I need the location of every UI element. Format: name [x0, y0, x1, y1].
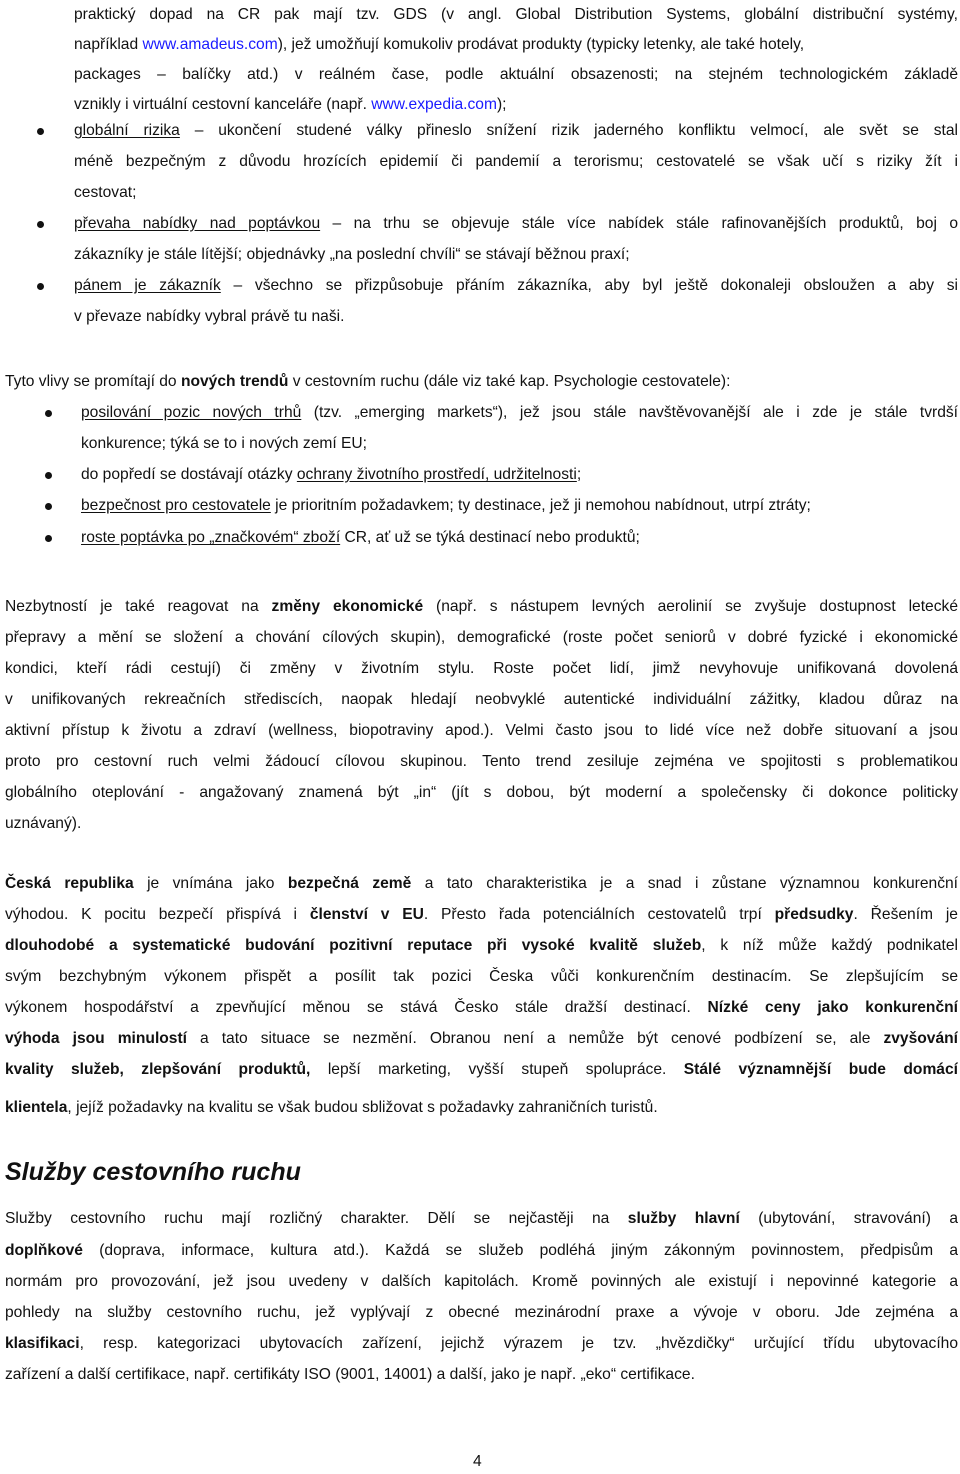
text-line	[0, 809, 960, 839]
emphasis: kvality služeb, zlepšování produktů,	[5, 1061, 311, 1078]
text: Tyto vlivy se promítají do	[5, 373, 181, 390]
emphasis: předsudky	[774, 906, 854, 923]
text-line	[0, 778, 960, 808]
text-row	[74, 30, 958, 60]
emphasis: členství v EU	[309, 906, 424, 923]
text-line	[0, 60, 960, 90]
list-item	[0, 491, 960, 521]
text-line	[0, 0, 960, 30]
text-line	[0, 1055, 960, 1085]
text: (např. s nástupem levných aerolinií se zvyšuje dostupnost letecké	[423, 598, 958, 615]
text-line	[0, 1024, 960, 1054]
term: bezpečnost pro cestovatele	[81, 497, 271, 514]
text-line	[0, 993, 960, 1023]
emphasis: Česká republika	[5, 875, 134, 892]
text-line	[0, 869, 960, 899]
text-line	[0, 1204, 960, 1234]
text-line	[0, 1298, 960, 1328]
term: pánem je zákazník	[74, 277, 221, 294]
text: výkonem hospodářství a zpevňující měnou se stává Česko stále dražší destinací.	[5, 999, 708, 1016]
text: ;	[576, 466, 582, 483]
text: – všechno se přizpůsobuje přáním zákazníka, aby byl ještě dokonaleji obsloužen a aby si	[220, 277, 958, 294]
text-line	[0, 1267, 960, 1297]
text: uznávaný).	[5, 815, 82, 832]
emphasis: klasifikaci	[5, 1335, 80, 1352]
emphasis: zvyšování	[883, 1030, 958, 1047]
list-item	[0, 271, 960, 301]
text: (ubytování, stravování) a	[739, 1210, 958, 1227]
text: ), jež umožňují komukoliv prodávat produkty (typicky letenky, ale také hotely,	[277, 36, 805, 53]
text-line	[0, 1093, 960, 1123]
term: globální rizika	[74, 122, 180, 139]
text: globálního oteplování - angažovaný znamená být „in“ (jít s dobou, být moderní a společensky či dokonce politicky	[5, 784, 958, 801]
text-line	[0, 654, 960, 684]
list-item	[0, 523, 960, 553]
text	[5, 993, 958, 1023]
text-line	[0, 747, 960, 777]
text: packages – balíčky atd.) v reálném čase, podle aktuální obsazenosti; na stejném technologickém základě	[74, 66, 958, 83]
emphasis: Nízké ceny jako konkurenční	[707, 999, 958, 1016]
text: a tato situace se nezmění. Obranou není a nemůže být cenové podbízení se, ale	[187, 1030, 884, 1047]
text-line	[0, 592, 960, 622]
text	[5, 592, 958, 622]
text: do popředí se dostávají otázky	[81, 466, 297, 483]
text	[81, 460, 581, 490]
text: zařízení a další certifikace, např. certifikáty ISO (9001, 14001) a další, jako je např. „eko“ certifikace.	[5, 1366, 695, 1383]
text	[5, 1055, 958, 1085]
term: roste poptávka po „značkovém“ zboží	[81, 529, 341, 546]
term: převaha nabídky nad poptávkou	[74, 215, 321, 232]
text: (tzv. „emerging markets“), jež jsou stále navštěvovanější ale i zde je stále tvrdší	[301, 404, 958, 421]
text: , k níž může každý podnikatel	[701, 937, 958, 954]
text: );	[496, 96, 507, 113]
text: proto pro cestovní ruch velmi žádoucí cílovou skupinou. Tento trend zesiluje zejména ve spojitosti s problematikou	[5, 753, 958, 770]
text: kondici, kteří rádi cestují) či změny v životním stylu. Roste počet lidí, jimž nevyhovuje unifikovaná dovolená	[5, 660, 958, 677]
list-item	[0, 398, 960, 428]
text: konkurence; týká se to i nových zemí EU;	[81, 435, 368, 452]
text-line	[0, 931, 960, 961]
text: méně bezpečným z důvodu hrozících epidemií či pandemií a terorismu; cestovatelé se však učí s riziky žít i	[74, 153, 958, 170]
text-line	[0, 1236, 960, 1266]
text-line	[0, 962, 960, 992]
text-line	[0, 900, 960, 930]
emphasis: změny ekonomické	[271, 598, 424, 615]
text	[5, 367, 730, 397]
text-line	[0, 302, 960, 332]
text: vznikly i virtuální cestovní kanceláře (např.	[74, 96, 372, 113]
emphasis: bezpečná země	[287, 875, 412, 892]
text: v cestovním ruchu (dále viz také kap. Psychologie cestovatele):	[288, 373, 731, 390]
list-item	[0, 460, 960, 490]
text: lepší marketing, vyšší stupeň spolupráce.	[310, 1061, 684, 1078]
text	[74, 116, 958, 146]
text: přepravy a mění se složení a chování cílových skupin), demografické (roste počet seniorů v dobré fyzické i ekonomické	[5, 629, 958, 646]
text	[74, 30, 804, 60]
text: svým bezchybným výkonem přispět a posílit tak pozici Česka vůči konkurenčním destinacím. Se zlepšujícím se	[5, 968, 958, 985]
text: Nezbytností je také reagovat na	[5, 598, 272, 615]
emphasis: výhoda jsou minulostí	[5, 1030, 187, 1047]
emphasis: nových trendů	[180, 373, 289, 390]
page-number: 4	[473, 1453, 482, 1470]
text	[5, 900, 958, 930]
text-line	[0, 685, 960, 715]
text: Služby cestovního ruchu mají rozličný charakter. Dělí se nejčastěji na	[5, 1210, 628, 1227]
text	[74, 271, 958, 301]
text: CR, ať už se týká destinací nebo produktů;	[340, 529, 640, 546]
text: pohledy na služby cestovního ruchu, jež vyplývají z obecné mezinárodní praxe a vývoje v oboru. Jde zejména a	[5, 1304, 958, 1321]
text	[5, 869, 958, 899]
text: zákazníky je stále lítější; objednávky „na poslední chvíli“ se stávají běžnou praxí;	[74, 246, 630, 263]
text-line	[0, 147, 960, 177]
text: například	[74, 36, 143, 53]
text: v unifikovaných rekreačních střediscích, naopak hledají neobvyklé autentické individuální zážitky, kladou důraz na	[5, 691, 958, 708]
text: (doprava, informace, kultura atd.). Každá se služeb podléhá jiným zákonným povinnostem, předpisům a	[82, 1242, 958, 1259]
text: , jejíž požadavky na kvalitu se však budou sbližovat s požadavky zahraničních turistů.	[67, 1099, 658, 1116]
text-line	[0, 623, 960, 653]
emphasis: Stálé významnější bude domácí	[683, 1061, 958, 1078]
text	[5, 1236, 958, 1266]
text: normám pro provozování, jež jsou uvedeny v dalších kapitolách. Kromě povinných ale existují i nepovinné kategorie a	[5, 1273, 958, 1290]
amadeus-link[interactable]: www.amadeus.com	[142, 36, 278, 53]
text	[5, 1204, 958, 1234]
text: výhodou. K pocitu bezpečí přispívá i	[5, 906, 310, 923]
text: praktický dopad na CR pak mají tzv. GDS (v angl. Global Distribution Systems, globální distribuční systémy,	[74, 6, 958, 23]
emphasis: dlouhodobé a systematické budování pozitivní reputace při vysoké kvalitě služeb	[5, 937, 702, 954]
text: . Řešením je	[853, 906, 958, 923]
text: – ukončení studené války přineslo snížení rizik jaderného konfliktu velmocí, ale svět se stal	[179, 122, 958, 139]
text: v převaze nabídky vybral právě tu naši.	[74, 308, 345, 325]
text: a tato charakteristika je a snad i zůstane významnou konkurenční	[411, 875, 958, 892]
list-item	[0, 116, 960, 146]
text	[74, 209, 958, 239]
text: je vnímána jako	[133, 875, 288, 892]
section-heading: Služby cestovního ruchu	[5, 1158, 301, 1186]
text-line	[0, 716, 960, 746]
text-line	[0, 30, 960, 60]
emphasis: klientela	[5, 1099, 68, 1116]
text: , resp. kategorizaci ubytovacích zařízení, jejichž výrazem je tzv. „hvězdičky“ určující třídu ubytovacího	[79, 1335, 958, 1352]
text-line	[0, 1329, 960, 1359]
text: aktivní přístup k životu a zdraví (wellness, biopotraviny apod.). Velmi často jsou to lidé více než dobře situovaní a jsou	[5, 722, 958, 739]
text-line	[0, 429, 960, 459]
text: je prioritním požadavkem; ty destinace, jež ji nemohou nabídnout, utrpí ztráty;	[270, 497, 811, 514]
text-line	[0, 178, 960, 208]
emphasis: doplňkové	[5, 1242, 83, 1259]
emphasis: služby hlavní	[627, 1210, 740, 1227]
text: . Přesto řada potenciálních cestovatelů trpí	[423, 906, 775, 923]
text-line	[0, 367, 960, 397]
term: posilování pozic nových trhů	[81, 404, 302, 421]
text	[5, 1093, 658, 1123]
expedia-link[interactable]: www.expedia.com	[371, 96, 497, 113]
text	[81, 398, 958, 428]
term: ochrany životního prostředí, udržitelnosti	[296, 466, 577, 483]
text: cestovat;	[74, 184, 137, 201]
list-item	[0, 209, 960, 239]
text: – na trhu se objevuje stále více nabídek stále rafinovanějších produktů, boj o	[320, 215, 958, 232]
text	[5, 1024, 958, 1054]
text	[5, 1329, 958, 1359]
text	[5, 931, 958, 961]
text-line	[0, 240, 960, 270]
text-line	[0, 1360, 960, 1390]
text	[81, 491, 811, 521]
text	[81, 523, 640, 553]
